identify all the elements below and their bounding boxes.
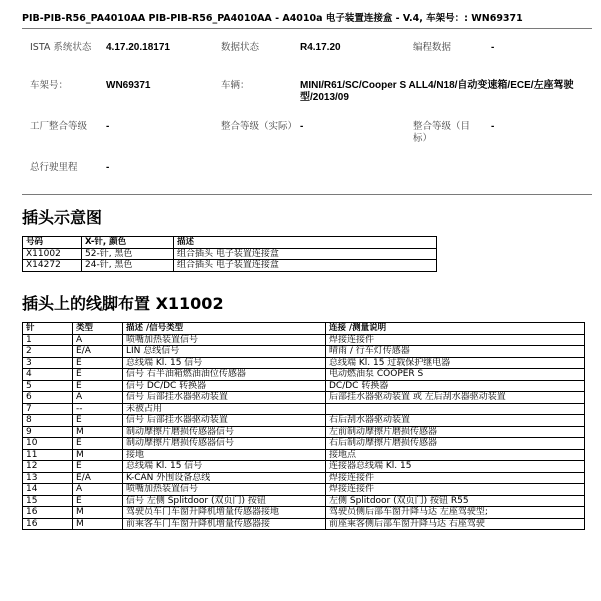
table-cell: 10: [23, 438, 73, 450]
table-cell: 制动摩擦片磨损传感器信号: [123, 426, 326, 438]
header-rule: [22, 28, 592, 29]
table-cell: 后部挂水器驱动装置 或 左后刮水器驱动装置: [326, 392, 585, 404]
table-cell: 信号 后部挂水器驱动装置: [123, 392, 326, 404]
table-cell: 信号 左侧 Splitdoor (双页门) 按钮: [123, 495, 326, 507]
table-row: [23, 426, 585, 438]
table-cell: 焊接连接件: [326, 334, 585, 346]
column-header: 描述: [174, 237, 437, 249]
table-row: [23, 472, 585, 484]
table-cell: A: [73, 334, 123, 346]
table-row: [23, 461, 585, 473]
info-label: 工厂整合等级: [30, 121, 88, 132]
info-value: 4.17.20.18171: [106, 42, 170, 53]
table-cell: 未被占用: [123, 403, 326, 415]
table-cell: M: [73, 518, 123, 530]
table-cell: 组合插头 电子装置连接盒: [174, 260, 437, 272]
info-row: [30, 80, 590, 121]
table-cell: 总线端 Kl. 15 信号: [123, 461, 326, 473]
table-row: [23, 518, 585, 530]
table-cell: 12: [23, 461, 73, 473]
table-cell: 驾驶员车门车窗升降机增量传感器接地: [123, 507, 326, 519]
table-cell: A: [73, 484, 123, 496]
table-cell: M: [73, 426, 123, 438]
table-cell: 组合插头 电子装置连接盒: [174, 248, 437, 260]
info-value: R4.17.20: [300, 42, 341, 53]
table-cell: 喷嘴加热装置信号: [123, 484, 326, 496]
table-row: [23, 484, 585, 496]
document-header: PIB-PIB-R56_PA4010AA PIB-PIB-R56_PA4010AA - A4010a 电子装置连接盒 - V.4, 车架号：: WN69371: [22, 13, 523, 24]
table-cell: 接地: [123, 449, 326, 461]
info-label: 整合等级（实际）: [221, 121, 298, 132]
column-header: 号码: [23, 237, 82, 249]
table-cell: A: [73, 392, 123, 404]
table-row: [23, 495, 585, 507]
table-cell: DC/DC 转换器: [326, 380, 585, 392]
column-header: 针: [23, 323, 73, 335]
table-cell: 焊接连接件: [326, 484, 585, 496]
table-cell: 1: [23, 334, 73, 346]
table-cell: 16: [23, 507, 73, 519]
table-cell: 信号 DC/DC 转换器: [123, 380, 326, 392]
table-cell: E/A: [73, 346, 123, 358]
table-cell: 16: [23, 518, 73, 530]
table-cell: 前乘客车门车窗升降机增量传感器接: [123, 518, 326, 530]
table-cell: 4: [23, 369, 73, 381]
table-cell: 5: [23, 380, 73, 392]
table-cell: 13: [23, 472, 73, 484]
table-cell: 驾驶员侧后部车窗升降马达 左座驾驶型;: [326, 507, 585, 519]
table-cell: E: [73, 438, 123, 450]
column-header: 连接 /测量说明: [326, 323, 585, 335]
table-row: [23, 334, 585, 346]
table-row: [23, 357, 585, 369]
info-row: [30, 42, 590, 80]
table-cell: LIN 总线信号: [123, 346, 326, 358]
table-cell: 14: [23, 484, 73, 496]
table-cell: 制动摩擦片磨损传感器信号: [123, 438, 326, 450]
table-cell: 晴雨 / 行车灯传感器: [326, 346, 585, 358]
table-cell: 24-针, 黑色: [82, 260, 174, 272]
table-cell: X14272: [23, 260, 82, 272]
table-cell: 9: [23, 426, 73, 438]
info-label: 总行驶里程: [30, 162, 78, 173]
table-cell: 总线端 Kl. 15 信号: [123, 357, 326, 369]
table-cell: 15: [23, 495, 73, 507]
table-cell: 3: [23, 357, 73, 369]
table-cell: 右后刮水器驱动装置: [326, 415, 585, 427]
info-value: MINI/R61/SC/Cooper S ALL4/N18/自动变速箱/ECE/左座驾驶型/2013/09: [300, 80, 574, 103]
info-label: 整合等级（目标）: [413, 121, 471, 144]
table-cell: 连接器总线端 Kl. 15: [326, 461, 585, 473]
table-cell: M: [73, 507, 123, 519]
table-cell: 6: [23, 392, 73, 404]
info-value: -: [491, 121, 495, 132]
table-cell: E: [73, 495, 123, 507]
table-cell: 接地点: [326, 449, 585, 461]
table-cell: E/A: [73, 472, 123, 484]
table-row: [23, 346, 585, 358]
info-label: 车辆：: [221, 80, 250, 91]
info-label: ISTA 系统状态: [30, 42, 92, 53]
info-label: 编程数据: [413, 42, 452, 53]
table-cell: 电动燃油泵 COOPER S: [326, 369, 585, 381]
table-row: [23, 449, 585, 461]
table-cell: 2: [23, 346, 73, 358]
section-rule: [22, 194, 592, 195]
info-value: -: [106, 121, 110, 132]
table-cell: 左侧 Splitdoor (双页门) 按钮 R55: [326, 495, 585, 507]
column-header: 类型: [73, 323, 123, 335]
table-row: [23, 415, 585, 427]
table-row: [23, 369, 585, 381]
table-cell: 8: [23, 415, 73, 427]
table-cell: 总线端 Kl. 15 过载保护继电器: [326, 357, 585, 369]
info-value: WN69371: [106, 80, 151, 91]
table-cell: E: [73, 369, 123, 381]
column-header: X-针, 颜色: [82, 237, 174, 249]
table-cell: 52-针, 黑色: [82, 248, 174, 260]
table-row: [23, 403, 585, 415]
connector-table: [22, 236, 437, 272]
table-cell: 右后制动摩擦片磨损传感器: [326, 438, 585, 450]
table-header-row: [23, 237, 437, 249]
table-cell: M: [73, 449, 123, 461]
table-cell: 左前制动摩擦片磨损传感器: [326, 426, 585, 438]
table-cell: 信号 右半油箱燃油油位传感器: [123, 369, 326, 381]
table-row: [23, 438, 585, 450]
pin-layout-table: [22, 322, 585, 530]
info-value: -: [491, 42, 495, 53]
table-cell: [326, 403, 585, 415]
info-value: -: [106, 162, 110, 173]
table-row: [23, 260, 437, 272]
table-row: [23, 507, 585, 519]
info-value: -: [300, 121, 304, 132]
table-row: [23, 392, 585, 404]
table-cell: 焊接连接件: [326, 472, 585, 484]
pin-layout-body: [23, 334, 585, 530]
vehicle-info-grid: [30, 42, 590, 200]
column-header: 描述 /信号类型: [123, 323, 326, 335]
table-cell: E: [73, 415, 123, 427]
info-label: 车架号：: [30, 80, 69, 91]
table-cell: K-CAN 外围设备总线: [123, 472, 326, 484]
table-row: [23, 380, 585, 392]
table-cell: 信号 后部挂水器驱动装置: [123, 415, 326, 427]
section-title-connector-diagram: 插头示意图: [22, 208, 103, 227]
table-cell: --: [73, 403, 123, 415]
table-cell: E: [73, 380, 123, 392]
table-cell: 11: [23, 449, 73, 461]
table-row: [23, 248, 437, 260]
table-cell: X11002: [23, 248, 82, 260]
table-cell: 前座乘客侧后部车窗升降马达 右座驾驶: [326, 518, 585, 530]
section-title-pin-layout: 插头上的线脚布置 X11002: [22, 294, 224, 313]
table-cell: E: [73, 461, 123, 473]
table-cell: E: [73, 357, 123, 369]
table-cell: 喷嘴加热装置信号: [123, 334, 326, 346]
info-label: 数据状态: [221, 42, 260, 53]
table-cell: 7: [23, 403, 73, 415]
table-header-row: [23, 323, 585, 335]
info-row: [30, 121, 590, 162]
